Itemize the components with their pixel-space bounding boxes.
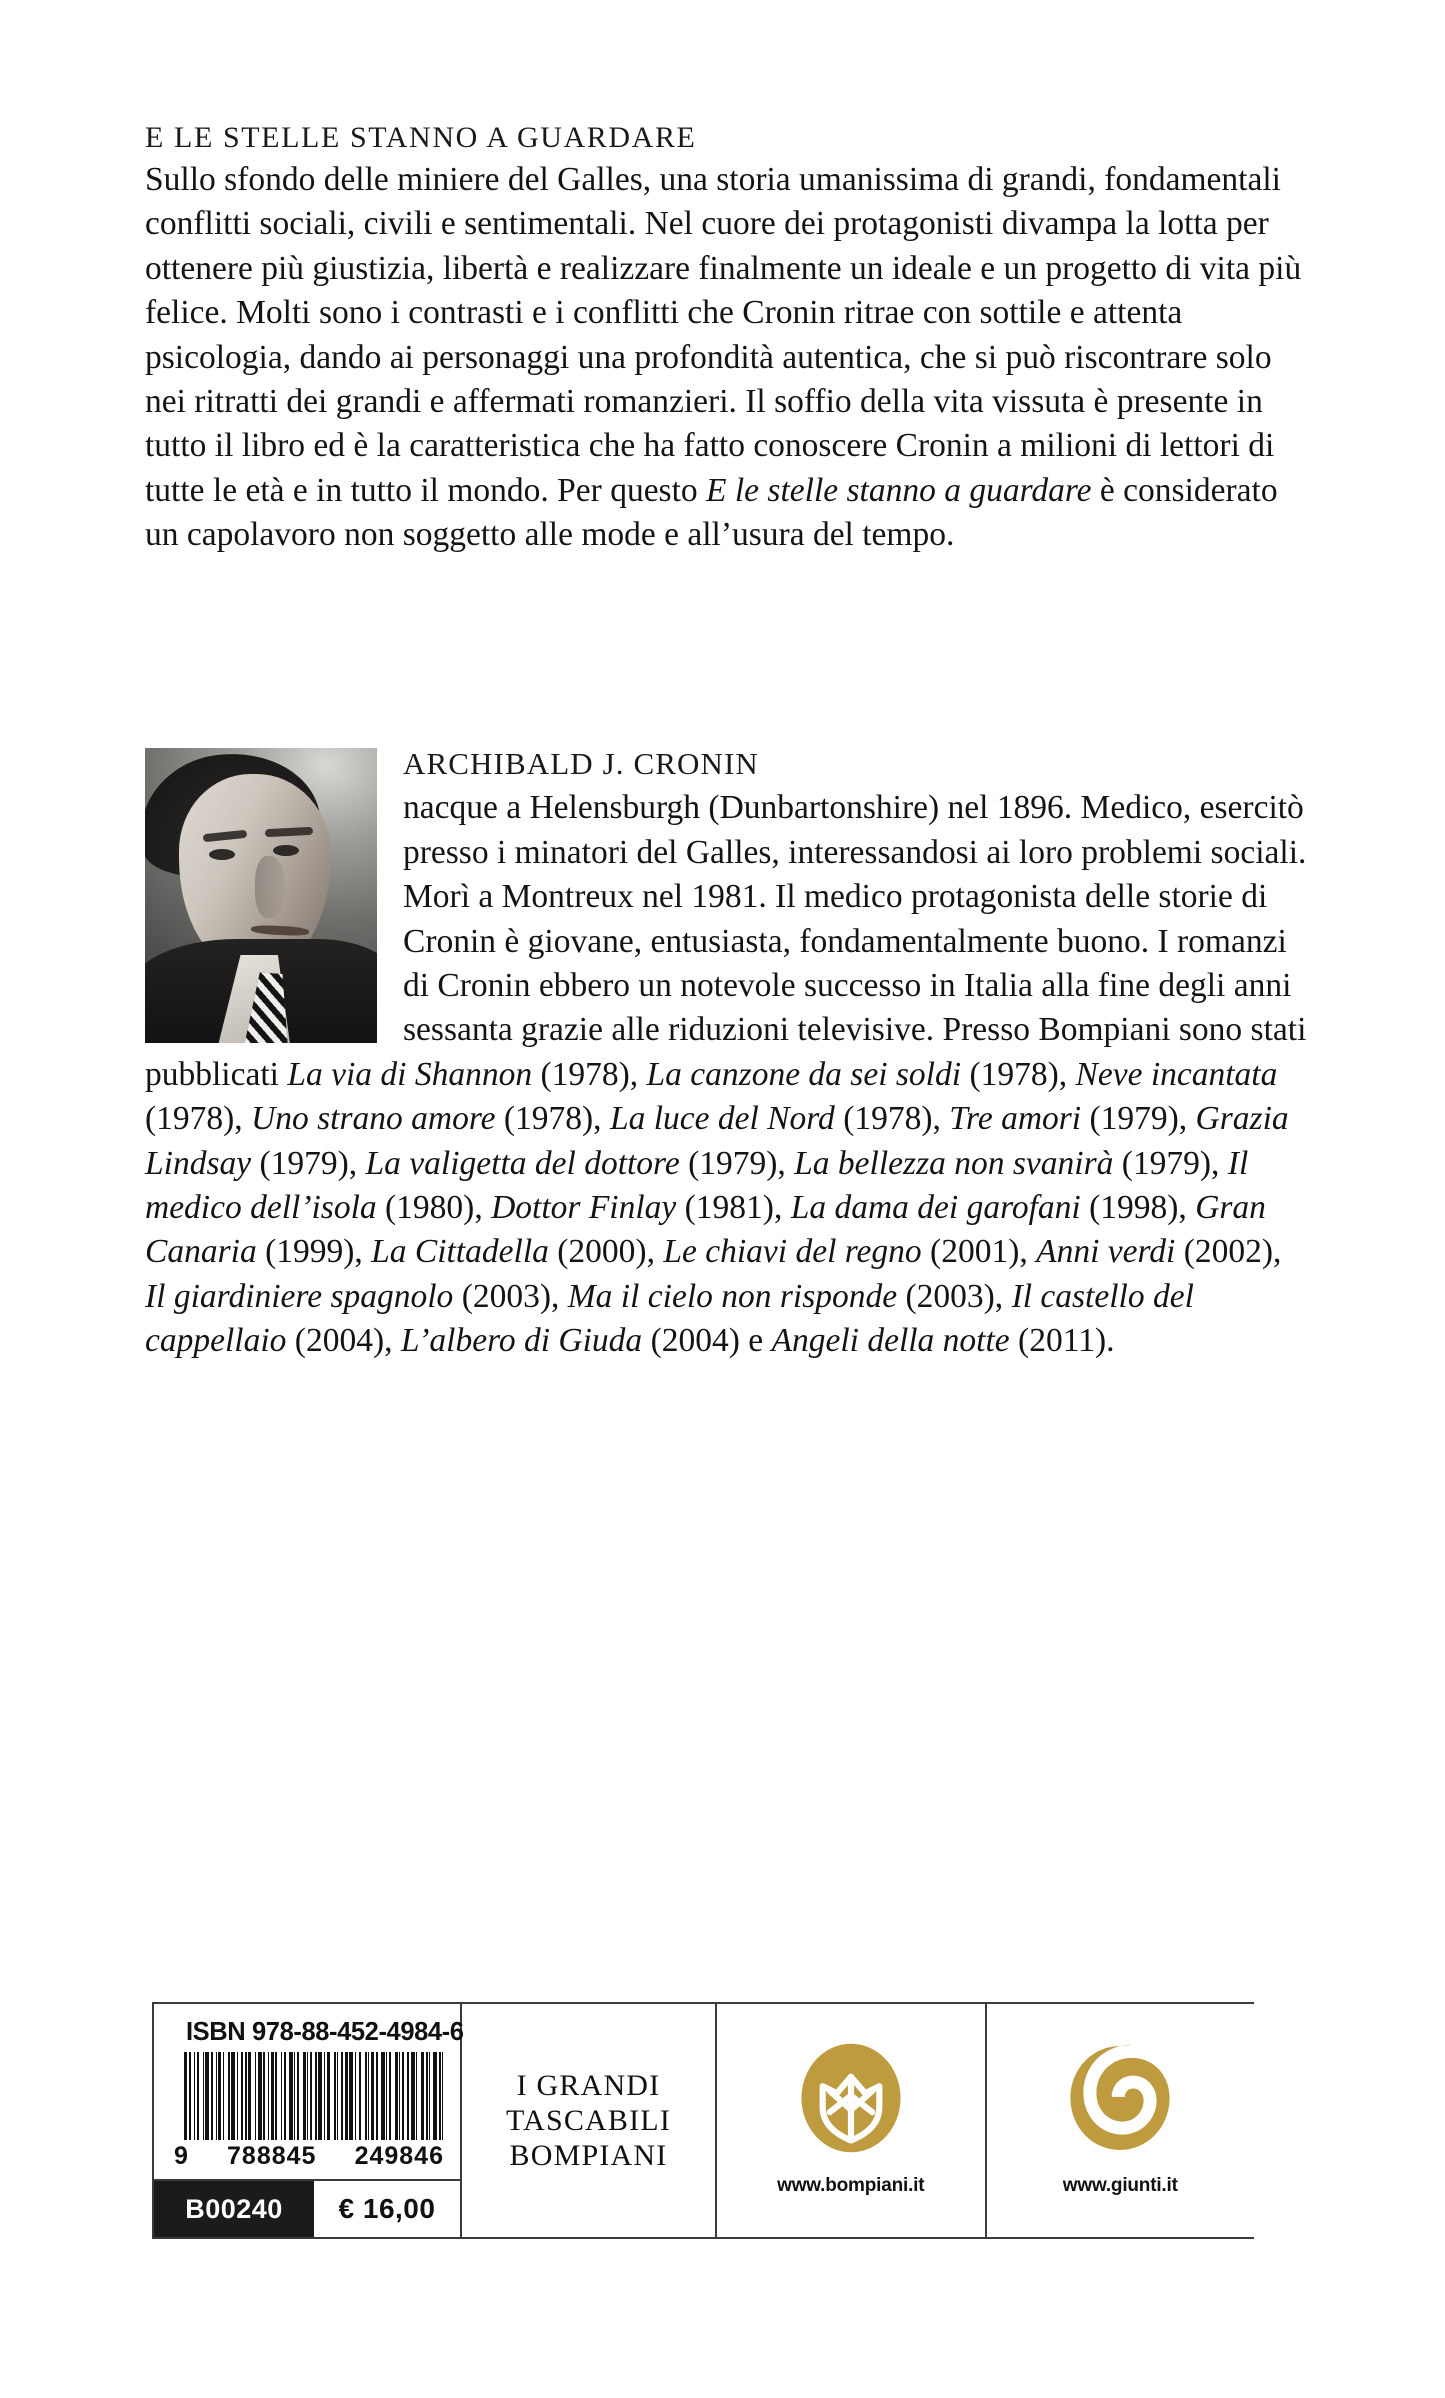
blurb-text-after: è considerato un capolavoro non soggetto alle mode e all’usura del tempo. [145, 471, 1278, 554]
biblio-year: (1979), [679, 1144, 795, 1182]
blurb-text-before: Sullo sfondo delle miniere del Galles, una storia umanissima di grandi, fondamentali conflitti sociali, civili e sentimentali. Nel cuore dei protagonisti divampa la lotta per ottenere più giustizia, libertà e realizzare finalmente un ideale e un progetto di vita più felice. Molti sono i contrasti e i conflitti che Cronin ritrae con sottile e attenta psicologia, dando ai personaggi una profondità autentica, che si può riscontrare solo nei ritratti dei grandi e affermati romanzieri. Il soffio della vita vissuta è presente in tutto il libro ed è la caratteristica che ha fatto conoscere Cronin a milioni di lettori di tutte le età e in tutto il mondo. Per questo [145, 161, 1302, 509]
biblio-year: (2011). [1009, 1322, 1115, 1360]
biblio-title: Le chiavi del regno [663, 1233, 922, 1271]
biblio-title: Grazia Lindsay [145, 1100, 1289, 1182]
biblio-title: Neve incantata [1075, 1055, 1278, 1093]
biblio-year: (1978), [495, 1100, 610, 1138]
biblio-title: Il giardiniere spagnolo [145, 1277, 454, 1315]
book-title: E LE STELLE STANNO A GUARDARE [145, 121, 697, 154]
biblio-year: (1978), [532, 1055, 647, 1093]
author-bibliography [145, 1056, 1289, 1359]
author-block [145, 742, 1310, 1364]
biblio-year: (2003), [897, 1277, 1012, 1315]
biblio-title: Il medico dell’isola [145, 1144, 1249, 1227]
price-label: € 16,00 [338, 2193, 436, 2224]
biblio-year: (1979), [1081, 1100, 1196, 1138]
biblio-year: (1978), [145, 1100, 252, 1138]
biblio-year: (1978), [834, 1100, 950, 1138]
biblio-year: (2004) e [642, 1322, 772, 1360]
portrait-eye-right [273, 845, 299, 856]
biblio-title: Tre amori [949, 1100, 1082, 1138]
biblio-title: Il castello del cappellaio [145, 1277, 1194, 1360]
author-portrait-photo [145, 748, 377, 1043]
barcode-digit-left: 9 [174, 2142, 189, 2170]
blurb-block [145, 118, 1310, 558]
biblio-year: (1978), [961, 1055, 1076, 1093]
portrait-nose [255, 856, 285, 918]
biblio-title: La bellezza non svanirà [794, 1144, 1114, 1182]
product-code: B00240 [154, 2181, 314, 2237]
biblio-title: La Cittadella [371, 1233, 549, 1271]
biblio-title: La via di Shannon [287, 1055, 533, 1093]
biblio-year: (2001), [921, 1233, 1037, 1271]
biblio-year: (1979), [1113, 1144, 1228, 1182]
author-bio-text: nacque a Helensburgh (Dunbartonshire) nel 1896. Medico, esercitò presso i minatori del Galles, interessandosi ai loro problemi sociali. Morì a Montreux nel 1981. Il medico protagonista delle storie di Cronin è giovane, entusiasta, fondamentalmente buono. I romanzi di Cronin ebbero un notevole successo in Italia alla fine degli anni sessanta grazie alle riduzioni televisive. Presso Bompiani sono stati pubblicati [145, 789, 1307, 1093]
series-cell [462, 2004, 717, 2237]
barcode-cell [152, 2004, 462, 2237]
biblio-year: (2002), [1175, 1233, 1282, 1271]
barcode-digits-right: 249846 [354, 2142, 444, 2170]
barcode-bars [184, 2052, 448, 2140]
biblio-year: (1999), [256, 1233, 372, 1271]
barcode-digits-mid: 788845 [227, 2142, 317, 2170]
biblio-title: La luce del Nord [609, 1100, 835, 1138]
author-name: ARCHIBALD J. CRONIN [403, 746, 759, 781]
biblio-title: L’albero di Giuda [400, 1322, 643, 1360]
biblio-year: (1979), [251, 1144, 366, 1182]
blurb-italic-title: E le stelle stanno a guardare [706, 471, 1092, 509]
barcode-top [154, 2004, 464, 2179]
bompiani-url[interactable]: www.bompiani.it [777, 2174, 925, 2196]
blurb-paragraph [145, 158, 1310, 558]
giunti-logo-icon [1061, 2039, 1179, 2157]
footer-block [152, 2002, 1254, 2239]
barcode-bottom-row [154, 2179, 460, 2237]
biblio-year: (1980), [376, 1189, 492, 1227]
biblio-title: Dottor Finlay [491, 1189, 677, 1227]
biblio-title: La dama dei garofani [790, 1189, 1081, 1227]
biblio-year: (1998), [1080, 1189, 1196, 1227]
biblio-year: (2003), [453, 1277, 568, 1315]
bompiani-logo-icon [792, 2039, 910, 2157]
biblio-title: Ma il cielo non risponde [567, 1277, 898, 1315]
giunti-logo-cell[interactable] [987, 2004, 1255, 2237]
biblio-title: Anni verdi [1036, 1233, 1176, 1271]
barcode-gap [443, 2052, 445, 2140]
barcode-digits [172, 2142, 448, 2171]
isbn-text: ISBN 978-88-452-4984-6 [186, 2018, 464, 2046]
biblio-year: (1981), [676, 1189, 791, 1227]
giunti-url[interactable]: www.giunti.it [1062, 2174, 1178, 2196]
biblio-title: La canzone da sei soldi [646, 1055, 962, 1093]
biblio-year: (2000), [548, 1233, 664, 1271]
series-line-1: I GRANDI [516, 2069, 661, 2102]
biblio-title: Angeli della notte [771, 1322, 1010, 1360]
biblio-title: Gran Canaria [145, 1189, 1266, 1271]
portrait-eye-left [209, 849, 235, 860]
biblio-title: Uno strano amore [251, 1100, 496, 1138]
series-line-3: BOMPIANI [509, 2139, 668, 2172]
bompiani-logo-cell[interactable] [717, 2004, 987, 2237]
series-line-2: TASCABILI [505, 2104, 672, 2137]
biblio-title: La valigetta del dottore [365, 1144, 680, 1182]
biblio-year: (2004), [286, 1322, 401, 1360]
series-name [506, 2068, 671, 2173]
